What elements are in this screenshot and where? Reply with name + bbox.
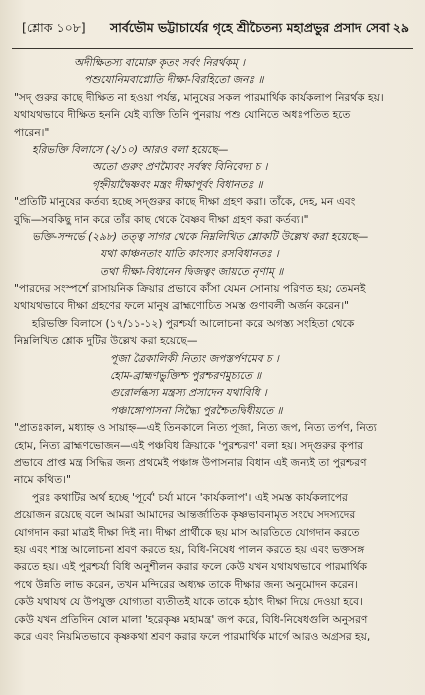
translation-line: হোম, নিত্য ব্রাহ্মণভোজন—এই পঞ্চবিধ ক্রিয়াকে 'পুরশ্চরণ' বলা হয়। সদ্গুরুর কৃপার <box>14 439 364 452</box>
verse-line: হোম-ব্রাহ্মণভুক্তিশ্চ পুরশ্চরণমুচ্যতে ॥ <box>110 370 262 383</box>
purport-line: করে এবং নিয়মিতভাবে কৃষ্ণকথা শ্রবণ করার ফলে পারমার্থিক মার্গে আরও অগ্রসর হয়, <box>14 630 371 643</box>
chapter-title: সার্বভৌম ভট্টাচার্যের গৃহে শ্রীচৈতন্য মহাপ্রভুর প্রসাদ সেবা <box>110 20 390 35</box>
verse-line: পঞ্চাঙ্গোপাসনা সিদ্ধ্যৈ পুরশ্চৈতদ্বিধীয়তে ॥ <box>110 404 283 417</box>
header-rule <box>12 48 413 49</box>
verse-line: তথা দীক্ষা-বিধানেন দ্বিজত্বং জায়তে নৃণাম্ ॥ <box>100 265 284 278</box>
verse-line: অতো গুরুং প্রণম্যৈবং সর্বস্বং বিনিবেদ্য চ । <box>92 161 268 174</box>
purport-line: যোগদান করা মাত্রই দীক্ষা দিই না। দীক্ষা প্রার্থীকে ছয় মাস আরতিতে যোগদান করতে <box>14 526 360 539</box>
purport-line: কেউ যথাযথ যে উপযুক্ত যোগ্যতা ব্যতীতই যাকে তাকে হঠাৎ দীক্ষা দিয়ে দেওয়া হবে। <box>14 596 363 609</box>
running-header <box>10 8 415 48</box>
translation-line: "প্রাতঃকাল, মধ্যাহ্ন ও সায়াহ্ন—এই তিনকালে নিত্য পূজা, নিত্য জপ, নিত্য তর্পণ, নিত্য <box>14 422 377 435</box>
page-body <box>14 55 413 646</box>
purport-line: পুরঃ কথাটির অর্থ হচ্ছে 'পূর্বে' চর্যা মানে 'কার্যকলাপ'। এই সমস্ত কার্যকলাপের <box>32 491 348 504</box>
translation-line: প্রভাবে প্রাপ্ত মন্ত্র সিদ্ধির জন্য প্রথমেই পঞ্চাঙ্গ উপাসনার বিধান এই জন্যই তা পুরশ্চরণ <box>14 456 367 469</box>
verse-line: যথা কাঞ্চনতাং যাতি কাংস্যং রসবিধানতঃ । <box>100 248 279 261</box>
text-line: নিম্নলিখিত শ্লোক দুটির উল্লেখ করা হয়েছে— <box>14 335 198 348</box>
translation-line: পারেন।" <box>14 126 50 139</box>
translation-line: "প্রতিটি মানুষের কর্তব্য হচ্ছে সদ্গুরুর কাছে দীক্ষা গ্রহণ করা। তাঁকে, দেহ, মন এবং <box>14 196 356 209</box>
purport-line: কেউ যখন প্রতিদিন ষোল মালা 'হরেকৃষ্ণ মহামন্ত্র' জপ করে, বিধি-নিষেধগুলি অনুসরণ <box>14 613 368 626</box>
purport-line: হয় এবং শাস্ত্র আলোচনা শ্রবণ করতে হয়, বিধি-নিষেধ পালন করতে হয় এবং ভক্তসঙ্গ <box>14 543 365 556</box>
translation-line: যথাযথভাবে দীক্ষা গ্রহণের ফলে মানুষ ব্রাহ্মণোচিত সমস্ত গুণাবলী অর্জন করেন।" <box>14 300 349 313</box>
text-line: হরিভক্তি বিলাসে (১৭/১১-১২) পুরশ্চর্যা আলোচনা করে অগস্ত্য সংহিতা থেকে <box>32 317 355 330</box>
verse-line: গৃহ্নীয়াদ্বৈষ্ণবং মন্ত্রং দীক্ষাপূর্বং বিধানতঃ ॥ <box>92 178 263 191</box>
text-line: হরিভক্তি বিলাসে (২/১০) আরও বলা হয়েছে— <box>32 143 229 156</box>
verse-reference: [শ্লোক ১০৮] <box>22 20 86 35</box>
purport-line: করতে হয়। এই পুরশ্চর্যা বিধি অনুশীলন করার ফলে কেউ যখন যথাযথভাবে পারমার্থিক <box>14 561 367 574</box>
text-line: ভক্তি-সন্দর্ভে (২৯৮) তত্ত্ব সাগর থেকে নিম্নলিখিত শ্লোকটি উল্লেখ করা হয়েছে— <box>32 230 369 243</box>
translation-line: নামে কথিত।" <box>14 474 71 487</box>
verse-line: অদীক্ষিতস্য বামোরু কৃতং সর্বং নিরর্থকম্ । <box>74 57 246 69</box>
verse-line: পূজা ত্রৈকালিকী নিত্যং জপস্তর্পণমেব চ । <box>110 352 279 365</box>
page-number: ২৯ <box>392 20 409 35</box>
purport-line: পথে উন্নতি লাভ করেন, তখন মন্দিরের অধ্যক্ষ তাকে দীক্ষার জন্য অনুমোদন করেন। <box>14 578 358 591</box>
verse-line: পশুযোনিমবাপ্নোতি দীক্ষা-বিরহিতো জনঃ ॥ <box>84 74 264 87</box>
translation-line: বুদ্ধি—সবকিছু দান করে তাঁর কাছ থেকে বৈষ্ণব দীক্ষা গ্রহণ করা কর্তব্য।" <box>14 213 309 226</box>
translation-line: "সদ্ গুরুর কাছে দীক্ষিত না হওয়া পর্যন্ত, মানুষের সকল পারমার্থিক কার্যকলাপ নিরর্থক হয়। <box>14 91 384 104</box>
translation-line: যথাযথভাবে দীক্ষিত হননি যেই ব্যক্তি তিনি পুনরায় পশু যোনিতে অধঃপতিত হতে <box>14 109 351 122</box>
translation-line: "পারদের সংস্পর্শে রাসায়নিক ক্রিয়ার প্রভাবে কাঁসা যেমন সোনায় পরিণত হয়; তেমনই <box>14 283 366 296</box>
verse-line: গুরোর্লব্ধস্য মন্ত্রস্য প্রসাদেন যথাবিধি । <box>110 387 267 400</box>
purport-line: প্রয়োজন রয়েছে বলে আমরা আমাদের আন্তর্জাতিক কৃষ্ণভাবনামৃত সংঘে সদস্যদের <box>14 509 356 522</box>
